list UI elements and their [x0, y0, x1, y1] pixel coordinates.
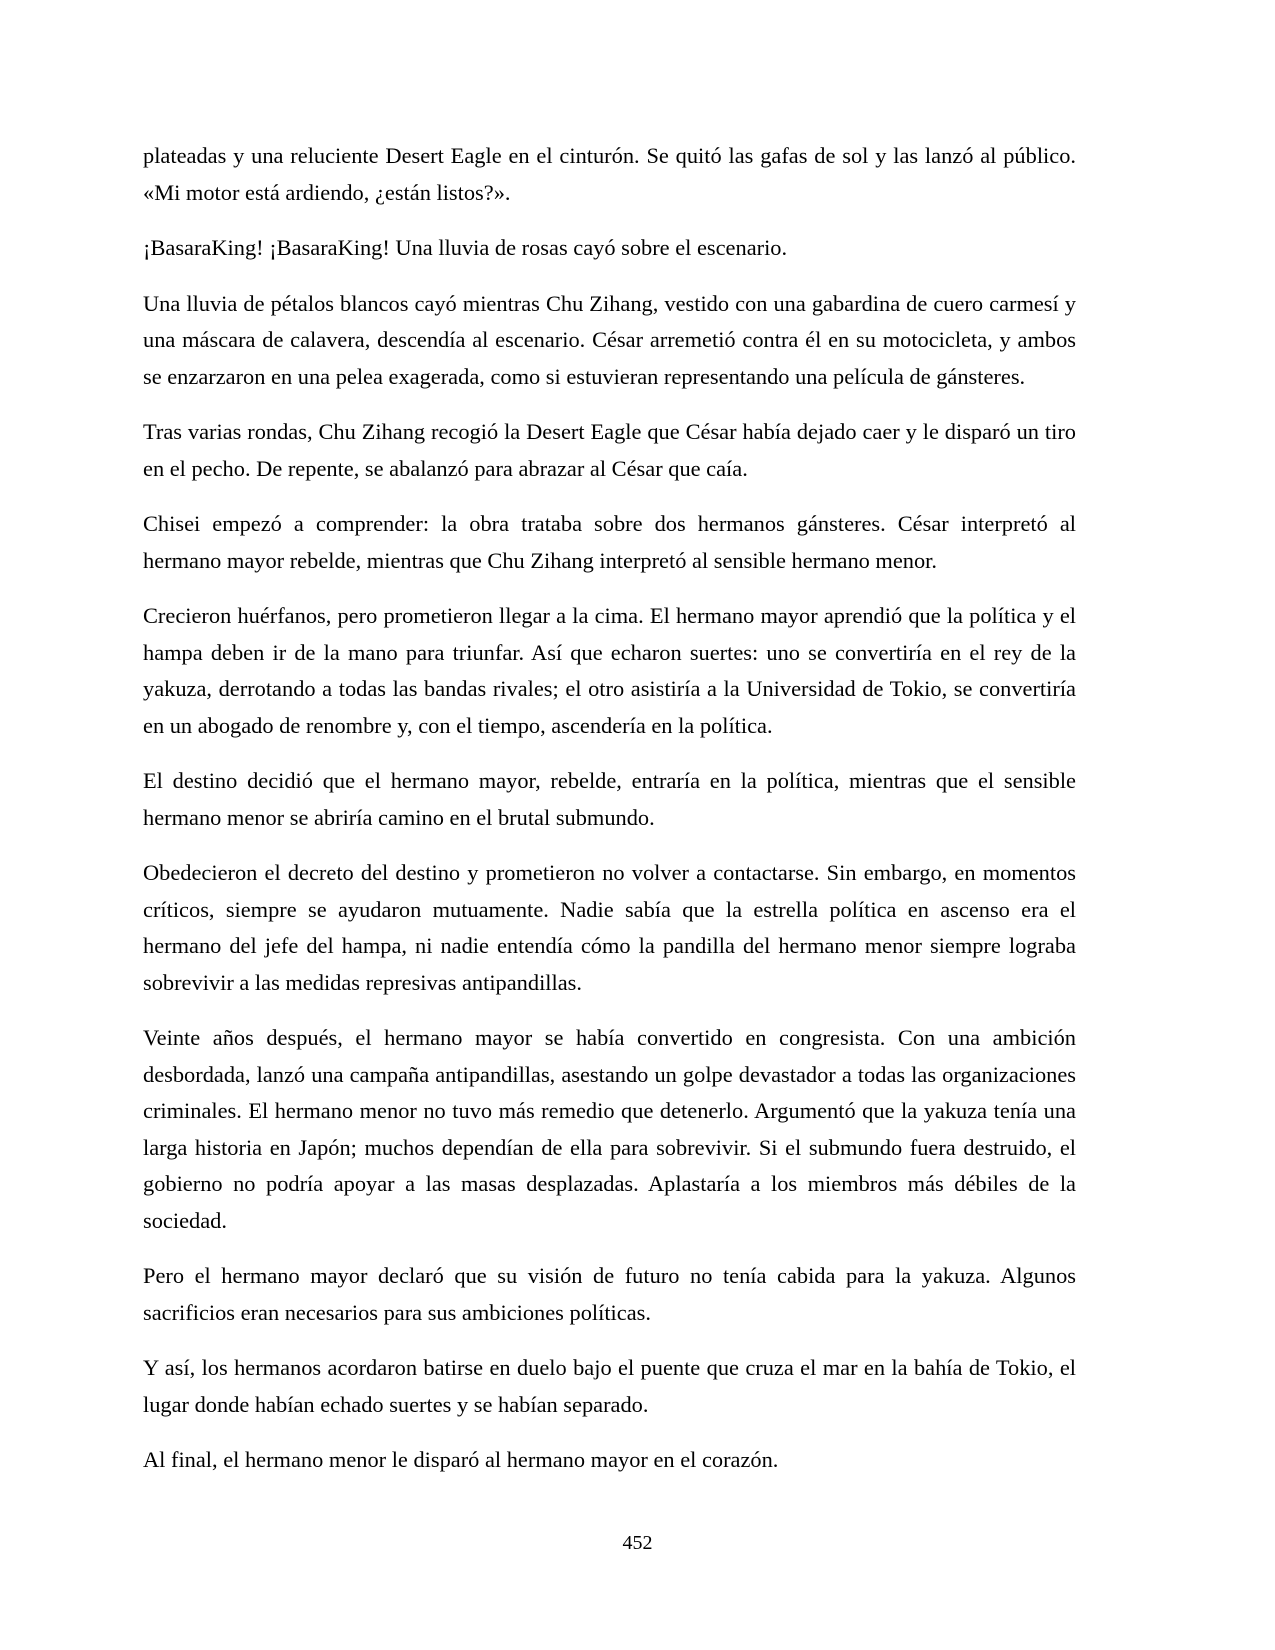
paragraph: Chisei empezó a comprender: la obra trataba sobre dos hermanos gánsteres. César interpretó al hermano mayor rebelde, mientras que Chu Zihang interpretó al sensible hermano menor. [143, 511, 1076, 573]
page-number: 452 [622, 1532, 653, 1554]
paragraph: Tras varias rondas, Chu Zihang recogió la Desert Eagle que César había dejado caer y le disparó un tiro en el pecho. De repente, se abalanzó para abrazar al César que caía. [143, 419, 1076, 481]
body-text-block [143, 138, 1076, 1479]
paragraph: Veinte años después, el hermano mayor se había convertido en congresista. Con una ambición desbordada, lanzó una campaña antipandillas, asestando un golpe devastador a todas las organizaciones criminales. El hermano menor no tuvo más remedio que detenerlo. Argumentó que la yakuza tenía una larga historia en Japón; muchos dependían de ella para sobrevivir. Si el submundo fuera destruido, el gobierno no podría apoyar a las masas desplazadas. Aplastaría a los miembros más débiles de la sociedad. [143, 1025, 1076, 1233]
paragraph: Crecieron huérfanos, pero prometieron llegar a la cima. El hermano mayor aprendió que la política y el hampa deben ir de la mano para triunfar. Así que echaron suertes: uno se convertiría en el rey de la yakuza, derrotando a todas las bandas rivales; el otro asistiría a la Universidad de Tokio, se convertiría en un abogado de renombre y, con el tiempo, ascendería en la política. [143, 603, 1076, 738]
paragraph: Obedecieron el decreto del destino y prometieron no volver a contactarse. Sin embargo, en momentos críticos, siempre se ayudaron mutuamente. Nadie sabía que la estrella política en ascenso era el hermano del jefe del hampa, ni nadie entendía cómo la pandilla del hermano menor siempre lograba sobrevivir a las medidas represivas antipandillas. [143, 860, 1076, 995]
paragraph: Una lluvia de pétalos blancos cayó mientras Chu Zihang, vestido con una gabardina de cuero carmesí y una máscara de calavera, descendía al escenario. César arremetió contra él en su motocicleta, y ambos se enzarzaron en una pelea exagerada, como si estuvieran representando una película de gánsteres. [143, 290, 1076, 389]
paragraph: ¡BasaraKing! ¡BasaraKing! Una lluvia de rosas cayó sobre el escenario. [143, 235, 788, 260]
paragraph: plateadas y una reluciente Desert Eagle en el cinturón. Se quitó las gafas de sol y las lanzó al público. «Mi motor está ardiendo, ¿están listos?». [143, 143, 1076, 205]
paragraph: El destino decidió que el hermano mayor, rebelde, entraría en la política, mientras que el sensible hermano menor se abriría camino en el brutal submundo. [143, 768, 1076, 830]
paragraph: Y así, los hermanos acordaron batirse en duelo bajo el puente que cruza el mar en la bahía de Tokio, el lugar donde habían echado suertes y se habían separado. [143, 1355, 1076, 1417]
paragraph: Al final, el hermano menor le disparó al hermano mayor en el corazón. [143, 1447, 779, 1472]
paragraph: Pero el hermano mayor declaró que su visión de futuro no tenía cabida para la yakuza. Algunos sacrificios eran necesarios para sus ambiciones políticas. [143, 1263, 1076, 1325]
